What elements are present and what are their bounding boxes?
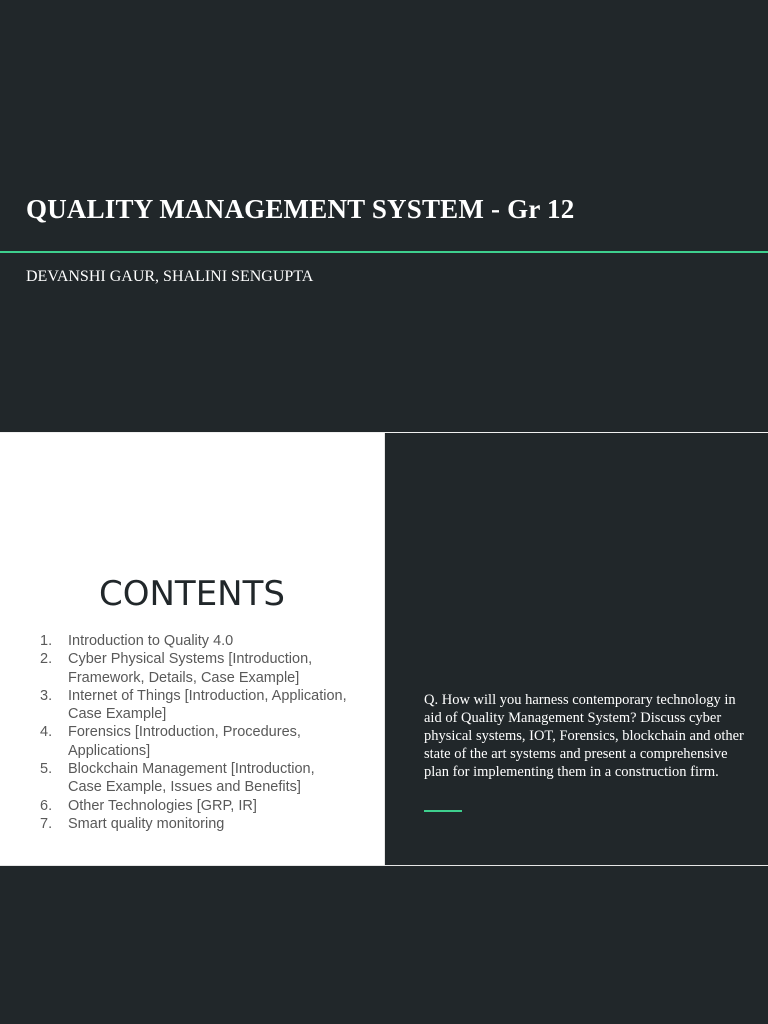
list-item-number: 1. [40, 633, 53, 649]
list-item-number: 4. [40, 724, 53, 741]
contents-list [40, 632, 350, 833]
list-item-number: 2. [40, 651, 53, 668]
list-item-text: Blockchain Management [Introduction, Case Example, Issues and Benefits] [68, 761, 315, 796]
list-item [40, 815, 350, 833]
question-panel [385, 433, 768, 865]
list-item-text: Cyber Physical Systems [Introduction, Framework, Details, Case Example] [68, 651, 313, 686]
list-item-number: 5. [40, 761, 53, 778]
accent-underline [424, 810, 462, 812]
list-item-number: 7. [40, 815, 53, 832]
contents-heading: CONTENTS [99, 574, 285, 614]
list-item-number: 3. [40, 687, 53, 704]
list-item [40, 760, 350, 797]
list-item-number: 6. [40, 797, 53, 814]
list-item [40, 650, 350, 687]
slide-title: QUALITY MANAGEMENT SYSTEM - Gr 12 [26, 194, 575, 224]
list-item [40, 723, 350, 760]
bottom-separator [0, 865, 768, 866]
question-text: Q. How will you harness contemporary technology in aid of Quality Management System? Discuss cyber physical systems, IOT, Forensics, blockchain and other state of the art systems and present a comprehensive plan for implementing them in a construction firm. [424, 692, 744, 780]
list-item [40, 687, 350, 724]
list-item-text: Forensics [Introduction, Procedures, Applications] [68, 724, 301, 759]
slide-authors: DEVANSHI GAUR, SHALINI SENGUPTA [26, 268, 314, 285]
title-slide [0, 0, 768, 432]
title-rule [0, 251, 768, 253]
list-item-text: Other Technologies [GRP, IR] [68, 797, 257, 814]
list-item-text: Internet of Things [Introduction, Application, Case Example] [68, 687, 347, 723]
list-item-text: Smart quality monitoring [68, 815, 225, 832]
list-item-text: Introduction to Quality 4.0 [68, 633, 234, 649]
list-item [40, 632, 350, 650]
list-item [40, 797, 350, 815]
